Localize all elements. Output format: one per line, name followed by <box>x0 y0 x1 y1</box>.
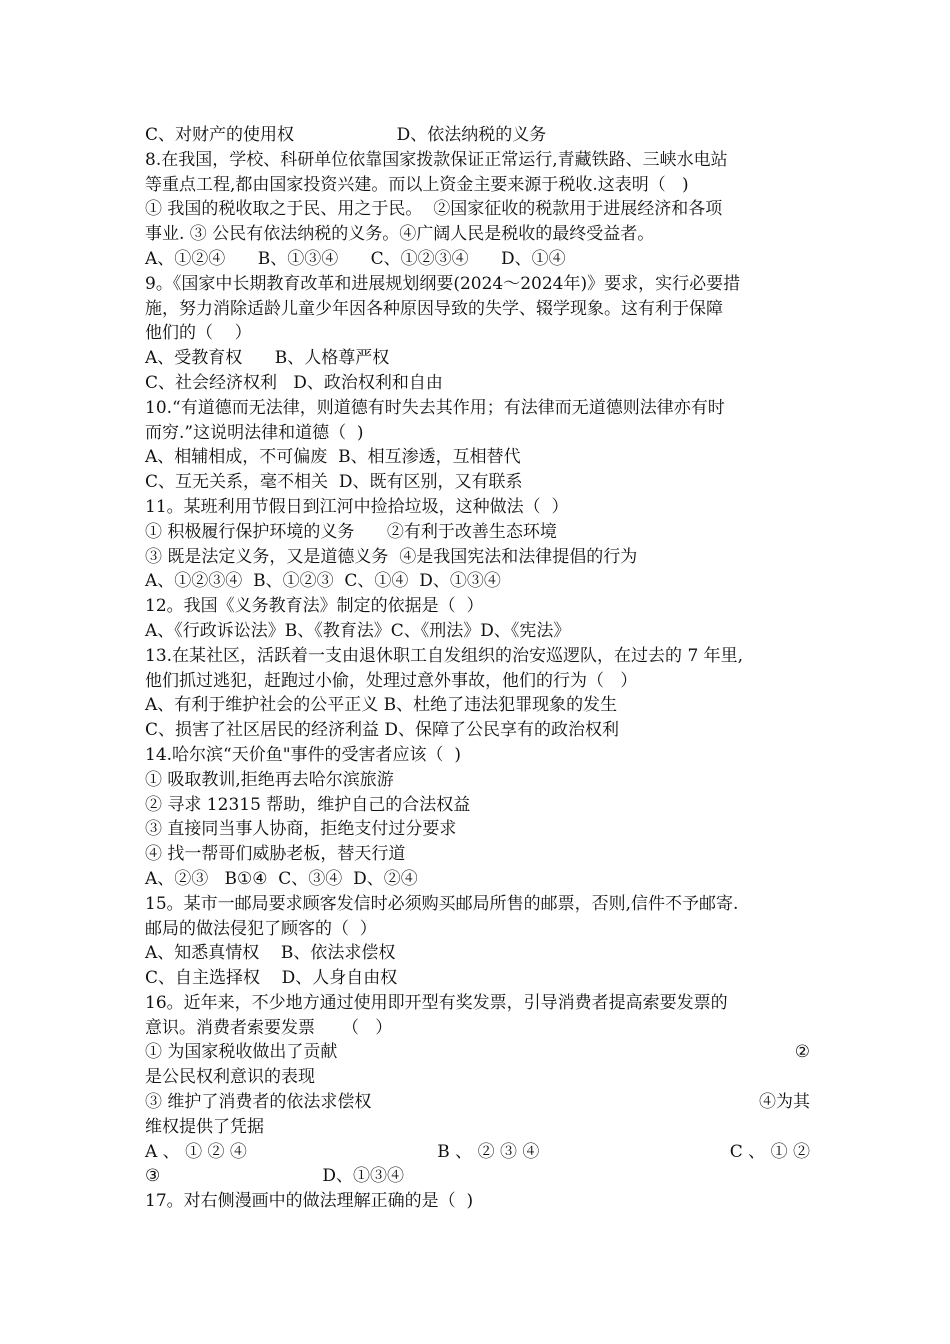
text-line: C、自主选择权 D、人身自由权 <box>145 968 398 989</box>
text-line: A、②③ B①④ C、③④ D、②④ <box>145 868 418 889</box>
text-line: 施，努力消除适龄儿童少年因各种原因导致的失学、辍学现象。这有利于保障 <box>145 298 723 319</box>
text-line: 意识。消费者索要发票 （ ） <box>145 1017 393 1038</box>
text-line: 事业. ③ 公民有依法纳税的义务。④广阔人民是税收的最终受益者。 <box>145 224 655 245</box>
text-line: ① 积极履行保护环境的义务 ②有利于改善生态环境 <box>145 521 557 542</box>
text-segment: ③ 维护了消费者的依法求偿权 <box>145 1092 372 1113</box>
text-line: ② 寻求 12315 帮助，维护自己的合法权益 <box>145 794 471 815</box>
text-line: A、①②④ B、①③④ C、①②③④ D、①④ <box>145 248 566 269</box>
text-line: 11。某班利用节假日到江河中捡拾垃圾，这种做法（ ） <box>145 496 569 517</box>
text-line: A、受教育权 B、人格尊严权 <box>145 348 390 369</box>
text-segment: B 、 ② ③ ④ <box>437 1141 540 1162</box>
text-line: 10.“有道德而无法律，则道德有时失去其作用；有法律而无道德则法律亦有时 <box>145 397 725 418</box>
text-segment: ④为其 <box>759 1092 810 1113</box>
text-line: 9。《国家中长期教育改革和进展规划纲要(2024～2024年)》要求，实行必要措 <box>145 273 741 294</box>
text-line: 13.在某社区，活跃着一支由退休职工自发组织的治安巡逻队，在过去的 7 年里, <box>145 645 744 666</box>
text-line: 16。近年来，不少地方通过使用即开型有奖发票，引导消费者提高索要发票的 <box>145 992 728 1013</box>
text-segment: ② <box>794 1042 810 1063</box>
text-line: ③ 既是法定义务，又是道德义务 ④是我国宪法和法律提倡的行为 <box>145 546 638 567</box>
text-line: ① 我国的税收取之于民、用之于民。 ②国家征收的税款用于进展经济和各项 <box>145 199 723 220</box>
text-line: A、有利于维护社会的公平正义 B、杜绝了违法犯罪现象的发生 <box>145 695 618 716</box>
text-line: ① 吸取教训,拒绝再去哈尔滨旅游 <box>145 769 394 790</box>
text-line-justified <box>145 1090 810 1115</box>
text-line: 8.在我国，学校、科研单位依靠国家拨款保证正常运行,青藏铁路、三峡水电站 <box>145 149 728 170</box>
text-line: C、损害了社区居民的经济利益 D、保障了公民享有的政治权利 <box>145 720 620 741</box>
text-line: C、互无关系，毫不相关 D、既有区别，又有联系 <box>145 472 523 493</box>
text-line: ④ 找一帮哥们威胁老板，替天行道 <box>145 844 406 865</box>
text-line: 而穷.”这说明法律和道德（ ) <box>145 422 364 443</box>
text-line: 14.哈尔滨“天价鱼"事件的受害者应该（ ) <box>145 744 461 765</box>
text-line: 他们的（ ） <box>145 323 252 344</box>
text-line: A、知悉真情权 B、依法求偿权 <box>145 943 396 964</box>
text-segment: A 、 ① ② ④ <box>145 1141 247 1162</box>
text-line-justified <box>145 1140 810 1165</box>
text-line: 12。我国《义务教育法》制定的依据是（ ） <box>145 596 484 617</box>
text-segment: C 、 ① ② <box>729 1141 810 1162</box>
text-line: A、①②③④ B、①②③ C、①④ D、①③④ <box>145 571 501 592</box>
text-line: A、相辅相成，不可偏废 B、相互渗透，互相替代 <box>145 447 521 468</box>
text-line: 15。某市一邮局要求顾客发信时必须购买邮局所售的邮票，否则,信件不予邮寄. <box>145 893 739 914</box>
text-line: ③ 直接同当事人协商，拒绝支付过分要求 <box>145 819 457 840</box>
text-line: 维权提供了凭据 <box>145 1116 264 1137</box>
text-segment: ① 为国家税收做出了贡献 <box>145 1042 338 1063</box>
text-line: 17。对右侧漫画中的做法理解正确的是（ ) <box>145 1191 474 1212</box>
text-line: C、社会经济权利 D、政治权利和自由 <box>145 372 443 393</box>
exam-text-body <box>145 123 810 1214</box>
text-line: C、对财产的使用权 D、依法纳税的义务 <box>145 125 547 145</box>
text-line: 等重点工程,都由国家投资兴建。而以上资金主要来源于税收.这表明（ ) <box>145 174 689 195</box>
text-line: 邮局的做法侵犯了顾客的（ ） <box>145 918 377 939</box>
text-line: 是公民权利意识的表现 <box>145 1067 315 1088</box>
text-line: A、《行政诉讼法》B、《教育法》C、《刑法》D、《宪法》 <box>145 620 571 641</box>
text-line: ③ D、①③④ <box>145 1166 404 1187</box>
text-line: 他们抓过逃犯，赶跑过小偷，处理过意外事故，他们的行为（ ） <box>145 670 638 691</box>
text-line-justified <box>145 1040 810 1065</box>
